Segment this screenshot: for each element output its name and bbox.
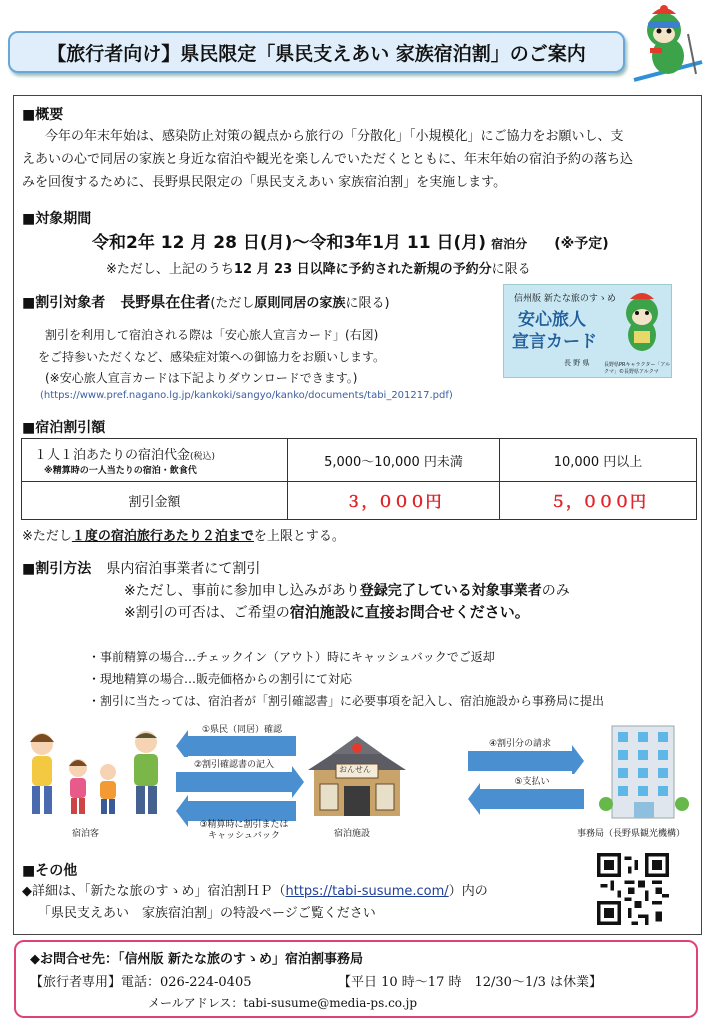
method-line2-pre: ※割引の可否は、ご希望の — [124, 605, 290, 621]
limit-post: を上限とする。 — [253, 529, 345, 544]
period-note-post: に限る — [491, 262, 531, 277]
period-suffix: 宿泊分 — [491, 237, 528, 251]
method-line1-pre: ※ただし、事前に参加申し込みがあり — [124, 583, 360, 599]
method-line1-post: のみ — [541, 583, 570, 599]
contact-box — [14, 940, 698, 1018]
contact-email[interactable]: メールアドレス：tabi-susume@media-ps.co.jp — [148, 996, 418, 1010]
target-heading-line — [22, 291, 390, 312]
card-pref: 長 野 県 — [564, 359, 590, 367]
discount-amount-2: ５，０００円 — [500, 482, 697, 520]
guest-label: 宿泊客 — [72, 829, 100, 839]
target-line-3: (※安心旅人宣言カードは下記よりダウンロードできます。) — [45, 371, 358, 385]
card-top-text: 信州版 新たな旅のすゝめ — [514, 294, 616, 304]
discount-amount-1: ３，０００円 — [288, 482, 500, 520]
overview-line-3: みを回復するために、長野県民限定の「県民支えあい 家族宿泊割」を実施します。 — [22, 175, 507, 190]
other-line1-post: ）内の — [448, 884, 488, 899]
qr-code-icon[interactable] — [597, 853, 669, 925]
discount-limit — [22, 525, 345, 544]
step-3-line-1: ③精算時に割引または — [199, 820, 289, 830]
method-line-1 — [124, 580, 570, 600]
row1-label: １人１泊あたりの宿泊代金 — [34, 448, 191, 463]
step-3-label — [186, 820, 302, 842]
target-cond-bold: 原則同居の家族 — [254, 296, 346, 311]
target-cond-pre: (ただし — [210, 296, 255, 311]
row1-note: ※精算時の一人当たりの宿泊・飲食代 — [44, 466, 197, 476]
method-heading-line — [22, 558, 260, 578]
period-note-pre: ※ただし、上記のうち — [106, 262, 234, 277]
card-title-line-2: 宣言カード — [512, 332, 597, 352]
period-dates: 令和2年 12 月 28 日(月)～令和3年1月 11 日(月) — [92, 233, 487, 253]
arrow-step-4 — [468, 739, 572, 771]
mascot-skier-icon — [630, 4, 706, 92]
row1-tax: (税込) — [190, 452, 216, 462]
overview-heading: ■概要 — [22, 107, 64, 123]
target-cond-post: に限る) — [345, 296, 390, 311]
step-5-label: ⑤支払い — [480, 774, 584, 787]
other-line-1 — [22, 880, 488, 899]
step-1-label: ①県民（同居）確認 — [188, 722, 296, 735]
step-3-line-2: キャッシュバック — [208, 831, 280, 841]
target-line-1: 割引を利用して宿泊される際は「安心旅人宣言カード」(右図) — [45, 328, 379, 342]
arrow-step-2 — [176, 760, 292, 792]
page-title: 【旅行者向け】県民限定「県民支えあい 家族宿泊割」のご案内 — [8, 31, 625, 73]
lodging-facility-illustration — [302, 734, 412, 820]
table-row — [22, 482, 697, 520]
card-title-line-1: 安心旅人 — [518, 310, 586, 330]
method-bullet-2: ・現地精算の場合…販売価格からの割引にて対応 — [88, 672, 353, 686]
contact-title: ◆お問合せ先：「信州版 新たな旅のすゝめ」宿泊割事務局 — [30, 952, 364, 967]
other-heading: ■その他 — [22, 863, 78, 879]
facility-label: 宿泊施設 — [334, 829, 371, 839]
method-line2-bold: 宿泊施設に直接お問合せください。 — [289, 603, 530, 621]
method-heading: ■割引方法 — [22, 561, 92, 577]
contact-hours: 【平日 10 時～17 時 12/30～1/3 は休業】 — [338, 975, 602, 990]
period-tentative: (※予定) — [554, 236, 609, 252]
safe-traveler-card-image — [503, 284, 672, 378]
period-heading: ■対象期間 — [22, 211, 92, 227]
method-bullet-1: ・事前精算の場合…チェックイン（アウト）時にキャッシュバックでご返却 — [88, 650, 495, 664]
onsen-sign: おんせん — [339, 765, 371, 774]
row2-label: 割引金額 — [22, 482, 288, 520]
discount-table — [21, 438, 697, 520]
office-label: 事務局（長野県観光機構） — [577, 829, 686, 839]
arrow-step-3 — [188, 801, 296, 821]
office-building-illustration — [598, 722, 690, 822]
method-bullet-3: ・割引に当たっては、宿泊者が「割引確認書」に必要事項を記入し、宿泊施設から事務局に提出 — [88, 694, 605, 708]
card-download-link[interactable]: (https://www.pref.nagano.lg.jp/kankoki/sangyo/kanko/documents/tabi_201217.pdf) — [40, 390, 453, 401]
target-line-2: をご持参いただくなど、感染症対策への御協力をお願いします。 — [38, 350, 386, 364]
family-guests-illustration — [20, 728, 170, 820]
overview-line-1: 今年の年末年始は、感染防止対策の観点から旅行の「分散化」「小規模化」にご協力をお願いし、支 — [45, 129, 624, 144]
contact-phone[interactable]: 【旅行者専用】電話：026-224-0405 — [30, 975, 252, 990]
overview-line-2: えあいの心で同居の家族と身近な宿泊や観光を楽しんでいただくとともに、年末年始の宿泊予約の落ち込 — [22, 152, 634, 167]
step-2-label: ②割引確認書の記入 — [176, 757, 292, 770]
other-line-2: 「県民支えあい 家族宿泊割」の特設ページご覧ください — [38, 906, 376, 921]
method-line-0: 県内宿泊事業者にて割引 — [106, 561, 261, 577]
discount-heading: ■宿泊割引額 — [22, 420, 106, 436]
campaign-website-link[interactable]: https://tabi-susume.com/ — [285, 884, 449, 899]
step-4-label: ④割引分の請求 — [468, 736, 572, 749]
period-note-bold: 12 月 23 日以降に予約された新規の予約分 — [233, 262, 492, 277]
target-who: 長野県在住者 — [120, 293, 211, 311]
method-line-2 — [124, 601, 530, 622]
period-note — [106, 258, 531, 277]
limit-pre: ※ただし — [22, 529, 72, 544]
card-credit: 長野県PRキャラクター「アルクマ」©長野県アルクマ — [604, 362, 671, 375]
table-cell — [22, 439, 288, 482]
arrow-step-5 — [480, 777, 584, 809]
other-line1-pre: ◆詳細は、「新たな旅のすゝめ」宿泊割ＨＰ（ — [22, 884, 286, 899]
arukuma-mascot-icon — [620, 291, 664, 355]
target-heading: ■割引対象者 — [22, 295, 106, 311]
period-dates-line — [92, 228, 609, 253]
limit-bold: １度の宿泊旅行あたり２泊まで — [71, 529, 254, 544]
table-row — [22, 439, 697, 482]
price-range-high: 10,000 円以上 — [500, 439, 697, 482]
arrow-step-1 — [188, 725, 296, 756]
card-title — [512, 309, 597, 353]
method-line1-bold: 登録完了している対象事業者 — [359, 583, 542, 599]
price-range-low: 5,000～10,000 円未満 — [288, 439, 500, 482]
